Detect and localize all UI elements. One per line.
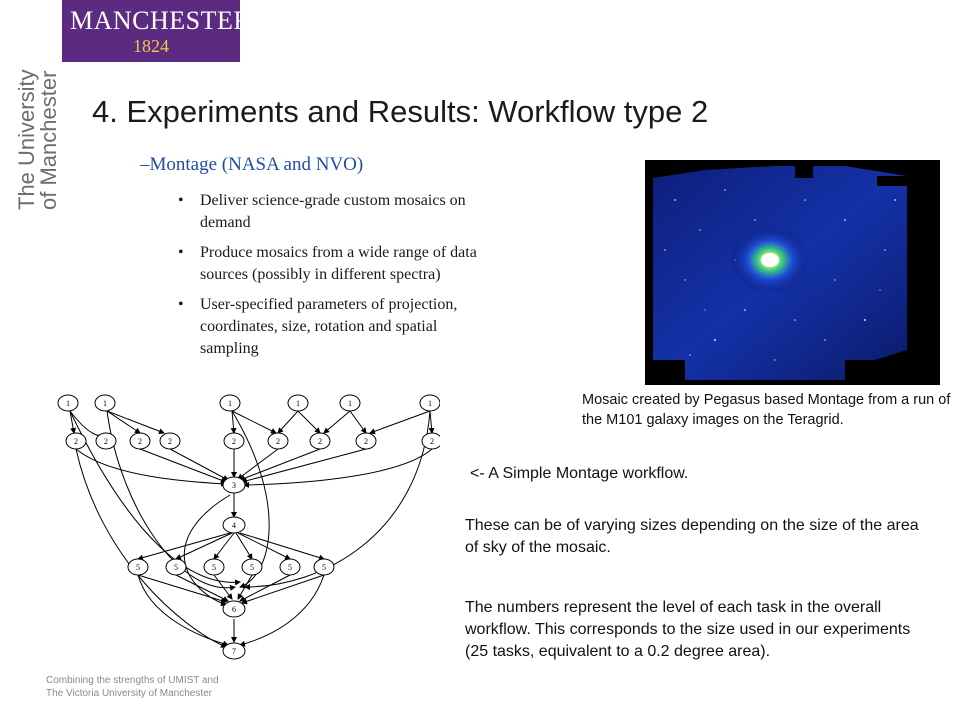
montage-workflow-diagram	[40, 387, 440, 667]
node-label: 2	[232, 437, 236, 446]
node-label: 2	[104, 437, 108, 446]
galaxy-mosaic-image	[645, 160, 940, 385]
node-label: 5	[174, 563, 178, 572]
logo-name: MANCHESTER	[70, 6, 252, 35]
footer-line-2: The Victoria University of Manchester	[46, 688, 212, 699]
node-label: 7	[232, 647, 236, 656]
node-label: 3	[232, 481, 236, 490]
node-label: 2	[318, 437, 322, 446]
mosaic-caption: Mosaic created by Pegasus based Montage from a run of the M101 galaxy images on the Teragrid.	[582, 392, 951, 428]
node-label: 2	[138, 437, 142, 446]
node-label: 2	[276, 437, 280, 446]
slide-footer	[46, 674, 219, 700]
node-label: 1	[296, 399, 300, 408]
slide-title: 4. Experiments and Results: Workflow type 2	[92, 94, 709, 129]
node-label: 1	[66, 399, 70, 408]
university-logo	[62, 0, 252, 62]
workflow-note-levels: The numbers represent the level of each task in the overall workflow. This corresponds to the size used in our experiments (25 tasks, equivalent to a 0.2 degree area).	[465, 599, 911, 660]
bullet-list	[178, 190, 478, 390]
node-label: 5	[288, 563, 292, 572]
bullet-item: • User-specified parameters of projection, coordinates, size, rotation and spatial sampling	[178, 294, 478, 360]
node-label: 5	[136, 563, 140, 572]
bullet-item: • Produce mosaics from a wide range of data sources (possibly in different spectra)	[178, 242, 478, 286]
node-label: 4	[232, 521, 236, 530]
node-label: 1	[348, 399, 352, 408]
node-label: 2	[168, 437, 172, 446]
node-label: 2	[430, 437, 434, 446]
node-label: 5	[212, 563, 216, 572]
node-label: 2	[74, 437, 78, 446]
workflow-graph	[40, 387, 440, 667]
workflow-note-simple: <- A Simple Montage workflow.	[470, 465, 689, 482]
node-label: 5	[250, 563, 254, 572]
workflow-note-sizes: These can be of varying sizes depending on the size of the area of sky of the mosaic.	[465, 517, 919, 556]
footer-line-1: Combining the strengths of UMIST and	[46, 675, 219, 686]
university-vertical-name	[16, 69, 60, 210]
node-label: 2	[364, 437, 368, 446]
university-line-2: of Manchester	[36, 70, 61, 210]
node-label: 1	[103, 399, 107, 408]
node-label: 6	[232, 605, 236, 614]
node-label: 1	[228, 399, 232, 408]
university-line-1: The University	[14, 69, 39, 210]
galaxy-mosaic-graphic	[645, 160, 940, 385]
node-label: 1	[428, 399, 432, 408]
bullet-item: • Deliver science-grade custom mosaics on demand	[178, 190, 478, 234]
slide-subheading: –Montage (NASA and NVO)	[140, 154, 364, 175]
logo-year: 1824	[133, 36, 169, 56]
node-label: 5	[322, 563, 326, 572]
